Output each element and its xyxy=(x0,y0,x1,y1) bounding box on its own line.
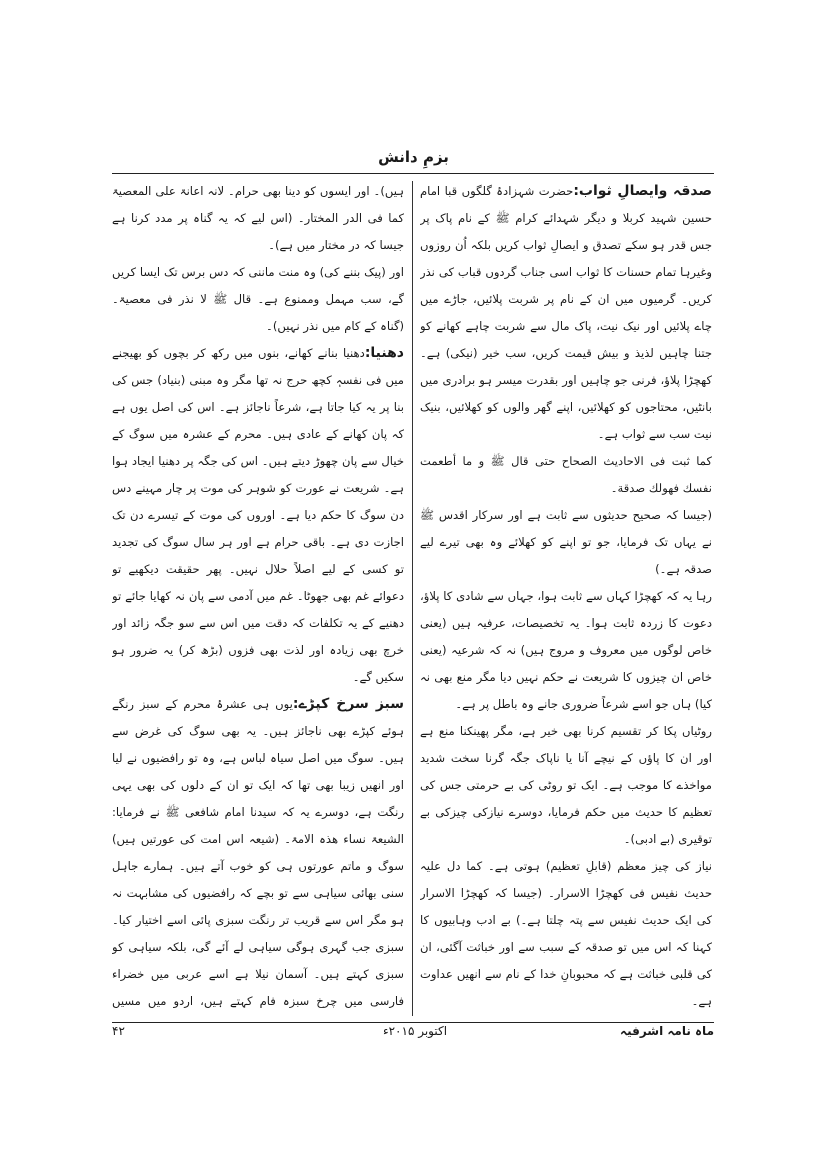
footer-rule xyxy=(112,1022,714,1023)
paragraph-text: حضرت شہزادۂ گلگوں قبا امام حسین شہید کربلا و دیگر شہدائے کرام ﷺ کے نام پاک پر جس قدر ہو سکے تصدق و ایصالِ ثواب کریں بلکہ اُن روزوں وغیرہا تمام حسنات کا ثواب اسی جناب گردوں قباب کی نذر کریں۔ گرمیوں میں ان کے نام پر شربت پلائیں، جاڑے میں چاے پلائیں اور نیک نیت، پاک مال سے شربت چاہے کھانے کو جتنا چاہیں لذیذ و بیش قیمت کریں، سب خیر (نیکی) ہے۔ کھچڑا پلاؤ، فرنی جو چاہیں اور بقدرت میسر ہو برادری میں بانٹیں، محتاجوں کو کھلائیں، اپنے گھر والوں کو کھلائیں، بنیک نیت سب سے ثواب ہے۔ xyxy=(420,184,712,441)
paragraph-heading: سبز سرخ کپڑے: xyxy=(292,696,404,712)
paragraph xyxy=(420,853,712,1015)
magazine-name: ماہ نامہ اشرفیہ xyxy=(620,1024,714,1038)
paragraph-heading: دھنیا: xyxy=(364,345,404,361)
paragraph xyxy=(420,502,712,583)
paragraph-text: روٹیاں پکا کر تقسیم کرنا بھی خیر ہے، مگر پھینکنا منع ہے اور ان کا پاؤں کے نیچے آنا یا ناپاک جگہ گرنا سخت شدید مواخذے کا موجب ہے۔ ایک تو روٹی کی بے حرمتی جس کی تعظیم کا حدیث میں حکم فرمایا، دوسرے نیازکی چیزکی بے توقیری (بے ادبی)۔ xyxy=(420,724,712,846)
paragraph-text: ہیں)۔ اور ایسوں کو دینا بھی حرام۔ لانہ اعانۃ علی المعصیۃ کما فی الدر المختار۔ (اس لیے کہ یہ گناہ پر مدد کرنا ہے جیسا کہ در مختار میں ہے)۔ xyxy=(112,184,404,252)
paragraph xyxy=(112,259,404,340)
column-divider xyxy=(412,181,413,1016)
page-number: ۴۲ xyxy=(112,1024,125,1038)
paragraph xyxy=(112,340,404,691)
paragraph xyxy=(420,1015,712,1016)
paragraph-text: نیاز کی چیز معظم (قابلِ تعظیم) ہوتی ہے۔ کما دل علیہ حدیث نفیس فی کھچڑا الاسرار۔ (جیسا کہ کھچڑا الاسرار کی ایک حدیث نفیس سے پتہ چلتا ہے۔) بے ادب وہابیوں کا کہنا کہ اس میں تو صدقہ کے سبب سے اور خباثت آگئی، ان کی قلبی خباثت ہے کہ محبوبانِ خدا کے نام سے انھیں عداوت ہے۔ xyxy=(420,859,712,1008)
arabic-quote: کما ثبت فی الاحادیث الصحاح حتی قال ﷺ و ما أطعمت نفسك فهولك صدقة۔ xyxy=(420,454,712,495)
paragraph-text: یوں ہی عشرۂ محرم کے سبز رنگے ہوئے کپڑے بھی ناجائز ہیں۔ یہ بھی سوگ کی غرض سے ہیں۔ سوگ میں اصل سیاہ لباس ہے، وہ تو رافضیوں نے لیا اور انھیں زیبا بھی تھا کہ ایک تو ان کے دلوں کی بھی یہی رنگت ہے، دوسرے یہ کہ سیدنا امام شافعی ﷺ نے فرمایا: الشیعۃ نساء ھذہ الامۃ۔ (شیعہ اس امت کی عورتیں ہیں) سوگ و ماتم عورتوں ہی کو خوب آتے ہیں۔ ہمارے جاہل سنی بھائی سیاہی سے تو بچے کہ رافضیوں کی مشابہت نہ ہو مگر اس سے قریب تر رنگت سبزی پائی اسے اختیار کیا۔ سبزی جب گہری ہوگی سیاہی لے آئے گی، بلکہ سیاہی کو سبزی کہتے ہیں۔ آسمان نیلا ہے اسے عربی میں خضراء فارسی میں چرخ سبزہ فام کہتے ہیں، اردو میں مسیں xyxy=(112,697,404,1008)
left-column xyxy=(112,178,404,1016)
paragraph-text: دھنیا بنانے کھانے، بنوں میں رکھ کر بچوں کو بھیجنے میں فی نفسہٖ کچھ حرج نہ تھا مگر وہ مبنی (بنیاد) جس کی بنا پر یہ کیا جاتا ہے، شرعاً ناجائز ہے۔ اس کی اصل یوں ہے کہ پان کھانے کے عادی ہیں۔ محرم کے عشرہ میں سوگ کے خیال سے پان چھوڑ دیتے ہیں۔ اس کی جگہ پر دھنیا ایجاد ہوا ہے۔ شریعت نے عورت کو شوہر کی موت پر چار مہینے دس دن سوگ کا حکم دیا ہے۔ اوروں کی موت کے تیسرے دن تک اجازت دی ہے۔ باقی حرام ہے اور ہر سال سوگ کی تجدید تو کسی کے لیے اصلاً حلال نہیں۔ پھر حقیقت دیکھیے تو دعوائے غم بھی جھوٹا۔ غم میں آدمی سے پان نہ کھایا جائے تو دھنیے کے یہ تکلفات کہ دقت میں اس سے سو جگہ زائد اور خرچ بھی زیادہ اور لذت بھی فزوں (بڑھ کر) یہ ضرور ہو سکیں گے۔ xyxy=(112,346,404,684)
paragraph xyxy=(420,583,712,718)
paragraph xyxy=(420,178,712,448)
paragraph xyxy=(420,448,712,502)
paragraph xyxy=(420,718,712,853)
header-rule xyxy=(112,173,714,174)
paragraph-heading: صدقہ وایصالِ ثواب: xyxy=(573,183,712,199)
right-column xyxy=(420,178,712,1016)
paragraph xyxy=(112,178,404,259)
paragraph-text: رہا یہ کہ کھچڑا کہاں سے ثابت ہوا، جہاں سے شادی کا پلاؤ، دعوت کا زردہ ثابت ہوا۔ یہ تخصیصات، عرفیہ ہیں (یعنی خاص لوگوں میں معروف و مروج ہیں) نہ کہ شرعیہ (یعنی خاص ان چیزوں کا شریعت نے حکم نہیں دیا مگر منع بھی نہ کیا) ہاں جو اسے شرعاً ضروری جانے وہ باطل پر ہے۔ xyxy=(420,589,712,711)
issue-date: اکتوبر ۲۰۱۵ء xyxy=(382,1024,448,1038)
paragraph-text: اور (پیک بننے کی) وہ منت ماننی کہ دس برس تک ایسا کریں گے، سب مہمل وممنوع ہے۔ قال ﷺ لا نذر فی معصیۃ۔ (گناہ کے کام میں نذر نہیں)۔ xyxy=(112,265,404,333)
paragraph-text: (جیسا کہ صحیح حدیثوں سے ثابت ہے اور سرکار اقدس ﷺ نے یہاں تک فرمایا، جو تو اپنے کو کھلائے وہ بھی تیرے لیے صدقہ ہے۔) xyxy=(420,508,712,576)
paragraph xyxy=(112,691,404,1016)
section-header: بزمِ دانش xyxy=(378,148,449,166)
